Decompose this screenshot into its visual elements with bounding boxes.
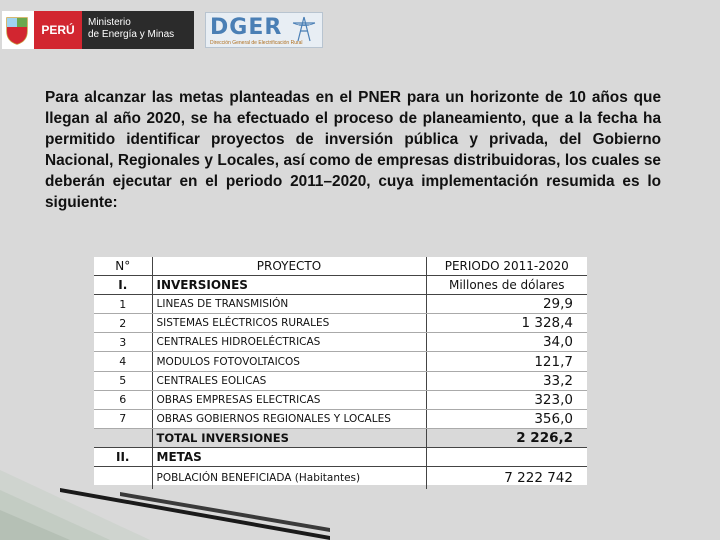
item-name: CENTRALES EOLICAS bbox=[152, 371, 426, 390]
total-value: 2 226,2 bbox=[426, 428, 587, 447]
item-name: OBRAS GOBIERNOS REGIONALES Y LOCALES bbox=[152, 409, 426, 428]
item-value: 33,2 bbox=[426, 371, 587, 390]
total-num bbox=[94, 428, 152, 447]
peru-label: PERÚ bbox=[34, 11, 82, 49]
item-name: SISTEMAS ELÉCTRICOS RURALES bbox=[152, 314, 426, 333]
item-num: 6 bbox=[94, 390, 152, 409]
table-row bbox=[94, 409, 587, 428]
item-num: 2 bbox=[94, 314, 152, 333]
item-value: 34,0 bbox=[426, 333, 587, 352]
section1-unit: Millones de dólares bbox=[426, 276, 587, 295]
peru-ministry-logo bbox=[2, 11, 194, 49]
section2-num: II. bbox=[94, 447, 152, 466]
item-num: 5 bbox=[94, 371, 152, 390]
header-project: PROYECTO bbox=[152, 257, 426, 276]
coat-of-arms-icon bbox=[2, 11, 32, 49]
item-num: 4 bbox=[94, 352, 152, 371]
ministry-name bbox=[82, 11, 194, 49]
item-name: CENTRALES HIDROELÉCTRICAS bbox=[152, 333, 426, 352]
table-row bbox=[94, 295, 587, 314]
item-value: 356,0 bbox=[426, 409, 587, 428]
section1-num: I. bbox=[94, 276, 152, 295]
ministry-line-1: Ministerio bbox=[88, 17, 131, 28]
decorative-corner bbox=[0, 470, 330, 540]
section1-label: INVERSIONES bbox=[152, 276, 426, 295]
header-period: PERIODO 2011-2020 bbox=[426, 257, 587, 276]
table-row bbox=[94, 314, 587, 333]
intro-paragraph: Para alcanzar las metas planteadas en el PNER para un horizonte de 10 años que llegan al año 2020, se ha efectuado el proceso de planeamiento, que a la fecha ha permitido identificar proyectos de inversión pública y privada, del Gobierno Nacional, Regionales y Locales, así como de empresas distribuidoras, los cuales se deberán ejecutar en el periodo 2011–2020, cuya implementación resumida es lo siguiente: bbox=[45, 89, 661, 211]
table-header-row bbox=[94, 257, 587, 276]
section-metas-row bbox=[94, 447, 587, 466]
dger-logo bbox=[205, 12, 323, 48]
section2-label: METAS bbox=[152, 447, 426, 466]
item-num: 1 bbox=[94, 295, 152, 314]
item-value: 1 328,4 bbox=[426, 314, 587, 333]
dger-subtitle: Dirección General de Electrificación Rural bbox=[210, 40, 303, 46]
total-label: TOTAL INVERSIONES bbox=[152, 428, 426, 447]
table-row bbox=[94, 371, 587, 390]
item-num: 7 bbox=[94, 409, 152, 428]
item-value: 29,9 bbox=[426, 295, 587, 314]
population-label: POBLACIÓN BENEFICIADA (Habitantes) bbox=[152, 467, 426, 490]
item-num: 3 bbox=[94, 333, 152, 352]
header-num: N° bbox=[94, 257, 152, 276]
item-name: OBRAS EMPRESAS ELECTRICAS bbox=[152, 390, 426, 409]
section-investments-row bbox=[94, 276, 587, 295]
table-row bbox=[94, 390, 587, 409]
section2-empty bbox=[426, 447, 587, 466]
table-row bbox=[94, 333, 587, 352]
ministry-line-2: de Energía y Minas bbox=[88, 29, 175, 40]
item-name: LINEAS DE TRANSMISIÓN bbox=[152, 295, 426, 314]
power-tower-icon bbox=[290, 15, 318, 43]
item-value: 323,0 bbox=[426, 390, 587, 409]
total-row bbox=[94, 428, 587, 447]
item-value: 121,7 bbox=[426, 352, 587, 371]
table-row bbox=[94, 352, 587, 371]
item-name: MODULOS FOTOVOLTAICOS bbox=[152, 352, 426, 371]
investment-table bbox=[94, 257, 587, 485]
dger-label: DGER bbox=[210, 15, 283, 40]
population-value: 7 222 742 bbox=[504, 470, 573, 487]
